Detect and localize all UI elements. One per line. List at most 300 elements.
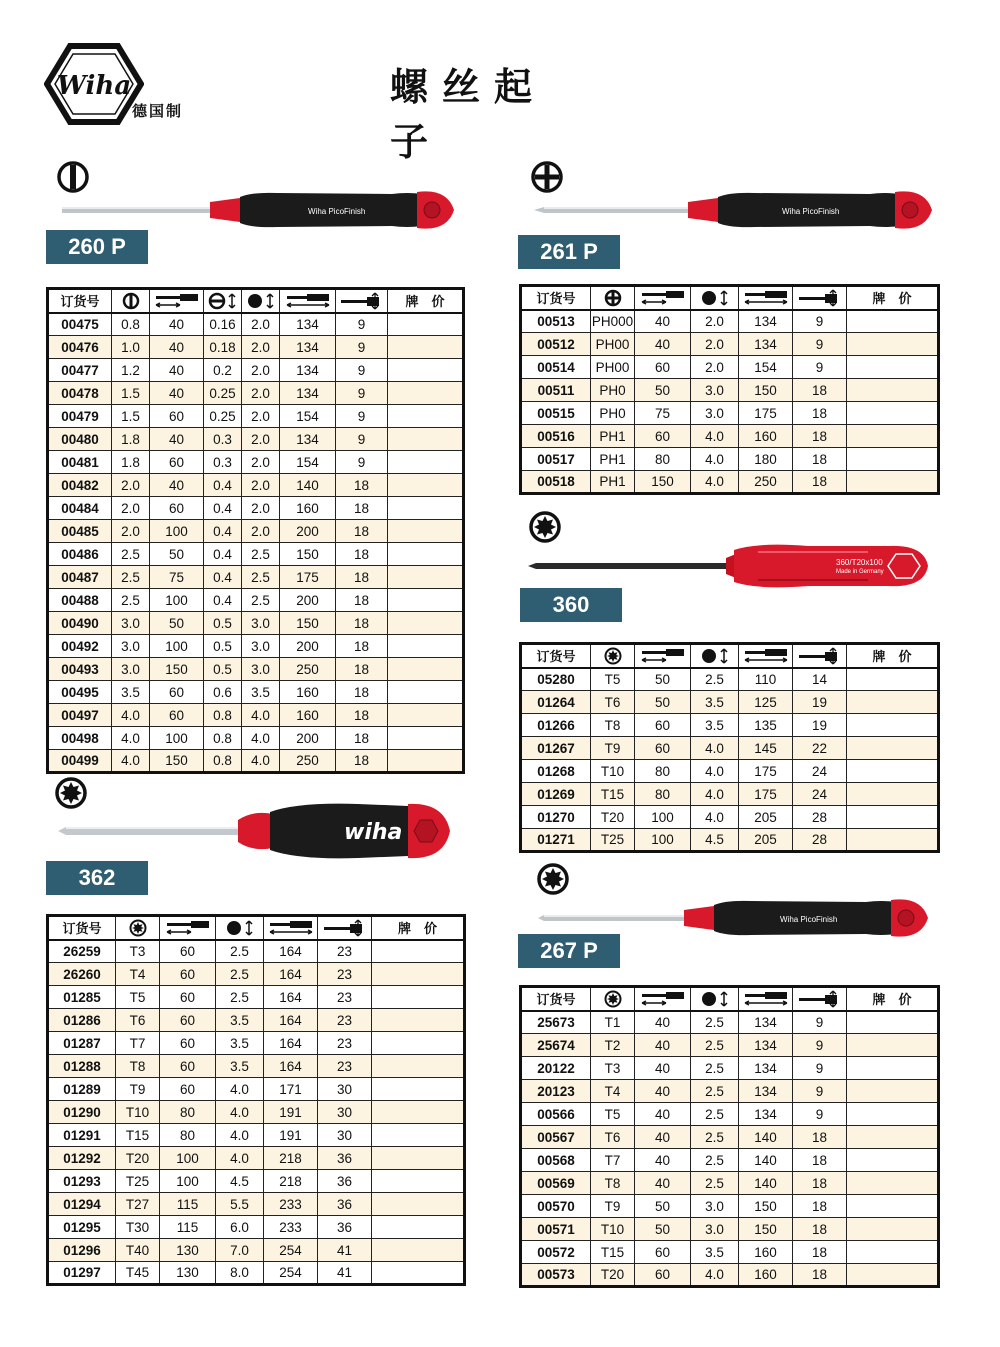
spec-cell: 2.5 xyxy=(216,986,264,1009)
order-number-cell: 00486 xyxy=(48,543,112,566)
spec-cell: 40 xyxy=(635,1057,691,1080)
spec-cell: 2.0 xyxy=(112,474,150,497)
spec-cell: T6 xyxy=(591,691,635,714)
spec-cell: 3.5 xyxy=(112,681,150,704)
spec-cell: 4.0 xyxy=(691,425,739,448)
col-price: 牌 价 xyxy=(847,286,939,310)
spec-cell: 60 xyxy=(635,1241,691,1264)
table-row xyxy=(48,1078,465,1101)
spec-cell: 4.0 xyxy=(691,783,739,806)
spec-cell: T8 xyxy=(591,1172,635,1195)
spec-cell: 40 xyxy=(635,1149,691,1172)
table-row xyxy=(48,658,464,681)
spec-cell: 23 xyxy=(318,986,372,1009)
shaft-diameter-icon xyxy=(691,987,739,1011)
price-cell xyxy=(388,336,464,359)
price-cell xyxy=(847,1057,939,1080)
spec-cell: 7.0 xyxy=(216,1239,264,1262)
price-cell xyxy=(847,783,939,806)
table-row xyxy=(521,1195,939,1218)
spec-cell: 0.4 xyxy=(204,520,242,543)
driver-360-image xyxy=(528,540,932,592)
spec-cell: 50 xyxy=(150,612,204,635)
spec-cell: 2.5 xyxy=(691,1080,739,1103)
price-cell xyxy=(847,333,939,356)
spec-cell: 4.0 xyxy=(691,737,739,760)
table-row xyxy=(48,704,464,727)
table-row xyxy=(48,566,464,589)
spec-cell: PH0 xyxy=(591,402,635,425)
spec-cell: T6 xyxy=(591,1126,635,1149)
spec-cell: T4 xyxy=(116,963,160,986)
shaft-diameter-icon xyxy=(216,916,264,940)
table-row xyxy=(521,1103,939,1126)
spec-cell: 4.0 xyxy=(216,1147,264,1170)
model-badge-267p: 267 P xyxy=(518,934,620,968)
spec-cell: 164 xyxy=(264,940,318,963)
spec-cell: 18 xyxy=(793,1241,847,1264)
spec-cell: 9 xyxy=(793,310,847,333)
model-badge-362: 362 xyxy=(46,861,148,895)
spec-cell: 2.0 xyxy=(112,497,150,520)
spec-cell: 134 xyxy=(280,336,336,359)
order-number-cell: 01266 xyxy=(521,714,591,737)
spec-cell: 164 xyxy=(264,963,318,986)
table-row xyxy=(48,1262,465,1285)
spec-cell: T40 xyxy=(116,1239,160,1262)
price-cell xyxy=(372,1124,465,1147)
price-cell xyxy=(372,1101,465,1124)
spec-cell: 60 xyxy=(150,405,204,428)
spec-cell: 2.0 xyxy=(242,359,280,382)
order-number-cell: 00567 xyxy=(521,1126,591,1149)
spec-cell: 0.18 xyxy=(204,336,242,359)
spec-cell: 160 xyxy=(739,425,793,448)
spec-cell: 3.0 xyxy=(112,635,150,658)
spec-cell: 254 xyxy=(264,1239,318,1262)
spec-cell: 60 xyxy=(150,497,204,520)
spec-cell: 0.3 xyxy=(204,428,242,451)
table-header-row xyxy=(521,987,939,1011)
col-order-no: 订货号 xyxy=(48,916,116,940)
spec-cell: 164 xyxy=(264,1032,318,1055)
price-cell xyxy=(388,566,464,589)
spec-cell: 4.0 xyxy=(691,806,739,829)
spec-cell: 22 xyxy=(793,737,847,760)
spec-cell: PH1 xyxy=(591,448,635,471)
spec-cell: 60 xyxy=(635,714,691,737)
spec-cell: 40 xyxy=(150,474,204,497)
spec-cell: 0.3 xyxy=(204,451,242,474)
spec-cell: 36 xyxy=(318,1170,372,1193)
driver-label: 360/T20x100 xyxy=(836,558,883,567)
table-row xyxy=(521,760,939,783)
spec-cell: 18 xyxy=(793,402,847,425)
spec-cell: T25 xyxy=(591,829,635,852)
price-cell xyxy=(847,737,939,760)
spec-cell: 110 xyxy=(739,668,793,691)
price-cell xyxy=(372,1078,465,1101)
spec-cell: 2.0 xyxy=(242,313,280,336)
order-number-cell: 01297 xyxy=(48,1262,116,1285)
price-cell xyxy=(847,1103,939,1126)
spec-cell: 8.0 xyxy=(216,1262,264,1285)
spec-cell: 0.6 xyxy=(204,681,242,704)
table-row xyxy=(48,543,464,566)
spec-cell: 18 xyxy=(793,1264,847,1287)
spec-cell: 4.0 xyxy=(242,750,280,773)
spec-cell: 150 xyxy=(280,612,336,635)
spec-cell: 0.5 xyxy=(204,612,242,635)
spec-cell: 18 xyxy=(336,658,388,681)
spec-cell: T5 xyxy=(591,1103,635,1126)
spec-cell: 4.0 xyxy=(242,704,280,727)
spec-cell: 3.5 xyxy=(242,681,280,704)
table-row xyxy=(48,589,464,612)
spec-cell: T9 xyxy=(591,737,635,760)
spec-cell: 134 xyxy=(739,1011,793,1034)
order-number-cell: 00497 xyxy=(48,704,112,727)
spec-cell: 80 xyxy=(635,448,691,471)
table-row xyxy=(521,356,939,379)
price-cell xyxy=(372,1055,465,1078)
price-cell xyxy=(847,356,939,379)
spec-cell: 100 xyxy=(150,520,204,543)
table-row xyxy=(48,1032,465,1055)
spec-cell: 200 xyxy=(280,635,336,658)
spec-cell: 160 xyxy=(280,681,336,704)
spec-cell: 18 xyxy=(793,379,847,402)
spec-cell: 50 xyxy=(635,1195,691,1218)
spec-cell: 2.5 xyxy=(242,566,280,589)
price-cell xyxy=(388,474,464,497)
spec-cell: 60 xyxy=(160,1055,216,1078)
price-cell xyxy=(388,405,464,428)
price-cell xyxy=(388,612,464,635)
spec-cell: 135 xyxy=(739,714,793,737)
spec-cell: 2.0 xyxy=(691,310,739,333)
spec-cell: 40 xyxy=(150,382,204,405)
order-number-cell: 00566 xyxy=(521,1103,591,1126)
pack-qty-icon xyxy=(336,289,388,313)
table-row xyxy=(521,425,939,448)
spec-cell: 150 xyxy=(739,1218,793,1241)
table-row xyxy=(48,1170,465,1193)
spec-cell: 3.5 xyxy=(216,1009,264,1032)
spec-cell: 2.0 xyxy=(242,474,280,497)
spec-cell: 0.4 xyxy=(204,497,242,520)
spec-cell: 250 xyxy=(739,471,793,494)
spec-cell: 23 xyxy=(318,1009,372,1032)
table-header-row xyxy=(521,286,939,310)
price-cell xyxy=(388,359,464,382)
order-number-cell: 00482 xyxy=(48,474,112,497)
overall-length-icon xyxy=(264,916,318,940)
page-title: 螺丝起子 xyxy=(390,65,547,164)
spec-cell: 164 xyxy=(264,986,318,1009)
spec-cell: 191 xyxy=(264,1124,318,1147)
spec-cell: 4.0 xyxy=(112,727,150,750)
spec-cell: 160 xyxy=(739,1241,793,1264)
spec-cell: 4.0 xyxy=(216,1124,264,1147)
spec-cell: 150 xyxy=(739,1195,793,1218)
col-price: 牌 价 xyxy=(847,644,939,668)
hexagon-logo-icon xyxy=(44,42,144,126)
driver-sub-label: Made in Germany xyxy=(836,569,884,575)
spec-cell: 9 xyxy=(793,1034,847,1057)
spec-cell: 2.5 xyxy=(691,1034,739,1057)
table-row xyxy=(521,1149,939,1172)
spec-cell: 60 xyxy=(160,1009,216,1032)
spec-cell: 2.5 xyxy=(112,566,150,589)
table-row xyxy=(48,497,464,520)
torx-icon xyxy=(536,862,570,896)
spec-cell: 100 xyxy=(160,1170,216,1193)
spec-cell: 30 xyxy=(318,1101,372,1124)
spec-cell: 28 xyxy=(793,806,847,829)
spec-cell: 171 xyxy=(264,1078,318,1101)
spec-cell: 115 xyxy=(160,1216,216,1239)
spec-cell: 2.0 xyxy=(112,520,150,543)
spec-cell: T8 xyxy=(591,714,635,737)
spec-cell: 134 xyxy=(280,359,336,382)
spec-cell: 24 xyxy=(793,783,847,806)
blade-thickness-icon xyxy=(204,289,242,313)
price-cell xyxy=(388,428,464,451)
spec-cell: 50 xyxy=(635,379,691,402)
spec-cell: 3.5 xyxy=(216,1055,264,1078)
spec-cell: 9 xyxy=(336,428,388,451)
order-number-cell: 20122 xyxy=(521,1057,591,1080)
table-row xyxy=(521,471,939,494)
price-cell xyxy=(372,940,465,963)
spec-cell: T15 xyxy=(591,1241,635,1264)
table-row xyxy=(48,940,465,963)
table-row xyxy=(521,1057,939,1080)
spec-cell: 40 xyxy=(150,313,204,336)
spec-cell: 130 xyxy=(160,1239,216,1262)
order-number-cell: 01292 xyxy=(48,1147,116,1170)
spec-cell: T25 xyxy=(116,1170,160,1193)
table-row xyxy=(48,1009,465,1032)
order-number-cell: 00513 xyxy=(521,310,591,333)
spec-cell: 2.5 xyxy=(691,1126,739,1149)
spec-cell: 40 xyxy=(150,428,204,451)
order-number-cell: 00517 xyxy=(521,448,591,471)
spec-cell: 4.5 xyxy=(691,829,739,852)
spec-cell: 1.8 xyxy=(112,451,150,474)
spec-cell: 18 xyxy=(336,497,388,520)
spec-cell: T15 xyxy=(591,783,635,806)
spec-cell: 50 xyxy=(635,1218,691,1241)
spec-cell: 9 xyxy=(336,313,388,336)
spec-cell: 2.0 xyxy=(242,336,280,359)
order-number-cell: 01295 xyxy=(48,1216,116,1239)
spec-cell: 4.0 xyxy=(112,704,150,727)
spec-cell: 254 xyxy=(264,1262,318,1285)
spec-cell: 4.0 xyxy=(691,448,739,471)
spec-cell: 80 xyxy=(635,783,691,806)
spec-cell: 2.5 xyxy=(691,1172,739,1195)
overall-length-icon xyxy=(739,286,793,310)
spec-cell: 36 xyxy=(318,1147,372,1170)
blade-length-icon xyxy=(160,916,216,940)
spec-cell: T15 xyxy=(116,1124,160,1147)
table-row xyxy=(521,1241,939,1264)
spec-cell: 1.8 xyxy=(112,428,150,451)
spec-cell: 134 xyxy=(739,310,793,333)
spec-cell: 160 xyxy=(280,704,336,727)
spec-cell: 100 xyxy=(160,1147,216,1170)
driver-label: Wiha PicoFinish xyxy=(782,207,840,216)
spec-cell: 18 xyxy=(336,612,388,635)
order-number-cell: 01268 xyxy=(521,760,591,783)
price-cell xyxy=(388,543,464,566)
spec-cell: 36 xyxy=(318,1193,372,1216)
spec-cell: 4.0 xyxy=(216,1101,264,1124)
blade-length-icon xyxy=(635,644,691,668)
pack-qty-icon xyxy=(793,987,847,1011)
order-number-cell: 00512 xyxy=(521,333,591,356)
table-row xyxy=(48,635,464,658)
spec-cell: 0.4 xyxy=(204,589,242,612)
spec-cell: 4.0 xyxy=(691,1264,739,1287)
spec-cell: 40 xyxy=(635,333,691,356)
spec-table-362 xyxy=(46,914,466,1286)
spec-cell: 18 xyxy=(793,448,847,471)
table-row xyxy=(521,1264,939,1287)
table-row xyxy=(521,333,939,356)
spec-cell: T3 xyxy=(591,1057,635,1080)
torx-icon xyxy=(591,644,635,668)
spec-cell: 18 xyxy=(336,635,388,658)
spec-cell: 150 xyxy=(150,750,204,773)
price-cell xyxy=(372,1147,465,1170)
spec-cell: 175 xyxy=(739,783,793,806)
price-cell xyxy=(388,750,464,773)
spec-cell: T5 xyxy=(116,986,160,1009)
spec-cell: 60 xyxy=(635,356,691,379)
driver-label: wiha xyxy=(344,820,403,845)
overall-length-icon xyxy=(739,644,793,668)
price-cell xyxy=(388,313,464,336)
spec-cell: 180 xyxy=(739,448,793,471)
spec-cell: 9 xyxy=(336,451,388,474)
col-price: 牌 价 xyxy=(388,289,464,313)
col-order-no: 订货号 xyxy=(521,644,591,668)
col-order-no: 订货号 xyxy=(521,286,591,310)
price-cell xyxy=(388,520,464,543)
spec-cell: 2.0 xyxy=(242,497,280,520)
price-cell xyxy=(372,1193,465,1216)
spec-cell: PH1 xyxy=(591,425,635,448)
spec-cell: T4 xyxy=(591,1080,635,1103)
order-number-cell: 00475 xyxy=(48,313,112,336)
spec-cell: 4.0 xyxy=(216,1078,264,1101)
price-cell xyxy=(388,658,464,681)
order-number-cell: 00568 xyxy=(521,1149,591,1172)
spec-cell: 154 xyxy=(280,405,336,428)
spec-cell: 150 xyxy=(150,658,204,681)
price-cell xyxy=(372,1170,465,1193)
price-cell xyxy=(388,727,464,750)
spec-cell: 30 xyxy=(318,1124,372,1147)
table-row xyxy=(48,727,464,750)
price-cell xyxy=(847,668,939,691)
table-row xyxy=(48,1147,465,1170)
spec-cell: 28 xyxy=(793,829,847,852)
spec-cell: 134 xyxy=(739,333,793,356)
spec-cell: 250 xyxy=(280,658,336,681)
spec-cell: 191 xyxy=(264,1101,318,1124)
table-row xyxy=(48,451,464,474)
price-cell xyxy=(388,451,464,474)
price-cell xyxy=(847,714,939,737)
spec-cell: PH00 xyxy=(591,356,635,379)
spec-cell: 75 xyxy=(635,402,691,425)
spec-cell: 0.8 xyxy=(204,750,242,773)
spec-cell: 130 xyxy=(160,1262,216,1285)
svg-text:Wiha: Wiha xyxy=(56,71,132,101)
table-header-row xyxy=(48,289,464,313)
spec-cell: 18 xyxy=(336,566,388,589)
spec-cell: T9 xyxy=(116,1078,160,1101)
order-number-cell: 00498 xyxy=(48,727,112,750)
order-number-cell: 01293 xyxy=(48,1170,116,1193)
spec-cell: 1.2 xyxy=(112,359,150,382)
spec-cell: 140 xyxy=(739,1149,793,1172)
spec-cell: 80 xyxy=(635,760,691,783)
spec-cell: 134 xyxy=(739,1057,793,1080)
spec-cell: T30 xyxy=(116,1216,160,1239)
spec-cell: 100 xyxy=(150,589,204,612)
price-cell xyxy=(847,402,939,425)
phillips-icon xyxy=(591,286,635,310)
price-cell xyxy=(847,425,939,448)
spec-cell: 100 xyxy=(150,635,204,658)
price-cell xyxy=(372,986,465,1009)
spec-cell: 41 xyxy=(318,1239,372,1262)
spec-cell: 18 xyxy=(793,1172,847,1195)
table-row xyxy=(48,382,464,405)
price-cell xyxy=(847,829,939,852)
spec-cell: 250 xyxy=(280,750,336,773)
order-number-cell: 00476 xyxy=(48,336,112,359)
spec-cell: 0.8 xyxy=(112,313,150,336)
price-cell xyxy=(847,379,939,402)
spec-cell: 40 xyxy=(635,1011,691,1034)
spec-cell: T1 xyxy=(591,1011,635,1034)
driver-260p-image xyxy=(62,188,456,232)
table-row xyxy=(48,1193,465,1216)
spec-cell: 14 xyxy=(793,668,847,691)
spec-cell: 60 xyxy=(160,1078,216,1101)
spec-cell: 18 xyxy=(336,589,388,612)
spec-cell: 2.0 xyxy=(242,520,280,543)
blade-length-icon xyxy=(150,289,204,313)
order-number-cell: 01288 xyxy=(48,1055,116,1078)
spec-cell: 0.4 xyxy=(204,543,242,566)
table-row xyxy=(48,1101,465,1124)
spec-cell: 23 xyxy=(318,963,372,986)
table-row xyxy=(48,1239,465,1262)
spec-cell: 2.0 xyxy=(691,356,739,379)
spec-cell: 140 xyxy=(739,1126,793,1149)
spec-cell: 18 xyxy=(336,704,388,727)
order-number-cell: 00492 xyxy=(48,635,112,658)
spec-cell: 100 xyxy=(635,806,691,829)
spec-cell: 19 xyxy=(793,691,847,714)
